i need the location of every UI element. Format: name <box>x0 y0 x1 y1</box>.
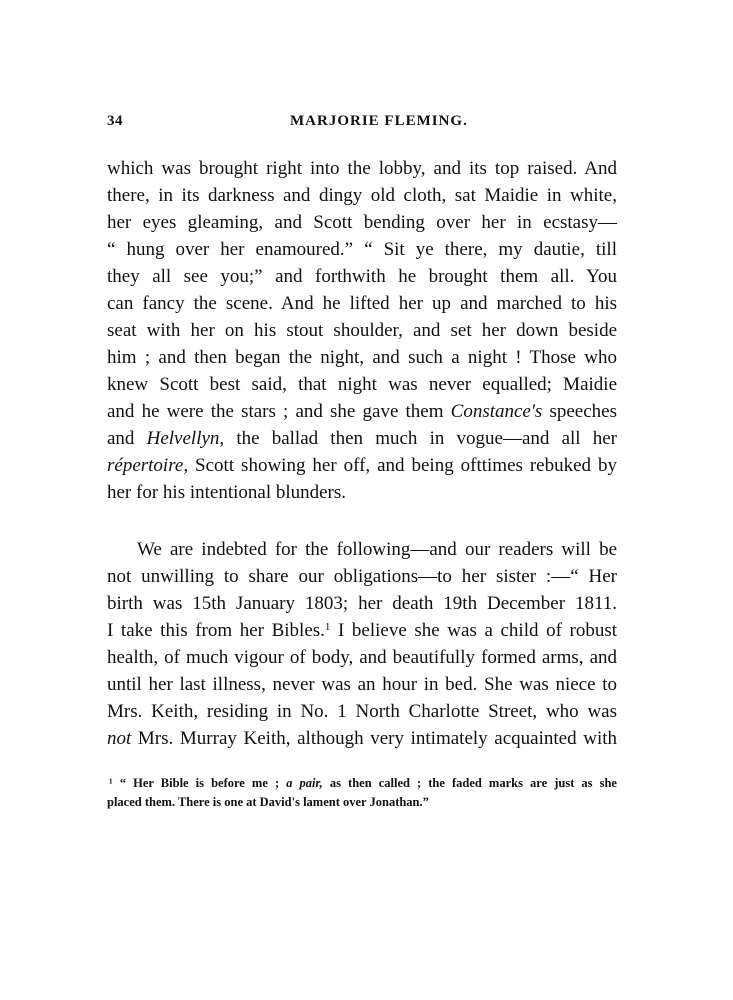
text-line: “ hung over her enamoured.” “ Sit ye there, my dautie, till <box>107 239 617 260</box>
text-line: not unwilling to share our obligations—to her sister :—“ Her <box>107 566 617 587</box>
text-line: can fancy the scene. And he lifted her up and marched to his <box>107 293 617 314</box>
text-line: health, of much vigour of body, and beautifully formed arms, and <box>107 647 617 668</box>
text-run: the ballad then much in vogue—and all her <box>224 428 617 449</box>
text-line: there, in its darkness and dingy old cloth, sat Maidie in white, <box>107 185 617 206</box>
italic-title: Constance's <box>450 401 543 422</box>
italic-word: not <box>107 728 132 749</box>
page-number: 34 <box>107 113 123 129</box>
text-line: Mrs. Keith, residing in No. 1 North Charlotte Street, who was <box>107 701 617 722</box>
text-run: as then called ; the faded marks are just as she <box>322 776 617 790</box>
text-line <box>107 727 617 751</box>
text-line: knew Scott best said, that night was never equalled; Maidie <box>107 374 617 395</box>
text-run: Scott showing her off, and being ofttimes rebuked by <box>188 455 617 476</box>
italic-word: a pair, <box>286 776 323 790</box>
page-header <box>107 113 617 139</box>
running-title: MARJORIE FLEMING. <box>290 113 468 129</box>
text-line: until her last illness, never was an hour in bed. She was niece to <box>107 674 617 695</box>
italic-title: Helvellyn, <box>146 428 225 449</box>
text-line <box>107 454 617 478</box>
text-line: him ; and then began the night, and such a night ! Those who <box>107 347 617 368</box>
text-line: her for his intentional blunders. <box>107 482 347 503</box>
text-line: which was brought right into the lobby, and its top raised. And <box>107 158 617 179</box>
footnote-line <box>107 774 617 792</box>
text-run: I believe she was a child of robust <box>330 620 617 641</box>
text-line: they all see you;” and forthwith he brought them all. You <box>107 266 617 287</box>
text-run: and he were the stars ; and she gave them <box>107 401 451 422</box>
text-run: speeches <box>542 401 617 422</box>
text-run: and <box>107 428 147 449</box>
footnote-line: placed them. There is one at David's lament over Jonathan.” <box>107 795 429 809</box>
text-line <box>107 400 617 424</box>
text-line: birth was 15th January 1803; her death 19th December 1811. <box>107 593 617 614</box>
text-line: seat with her on his stout shoulder, and set her down beside <box>107 320 617 341</box>
footnote-marker: 1 <box>324 621 331 633</box>
text-line: We are indebted for the following—and our readers will be <box>137 539 617 560</box>
text-run: I take this from her Bibles. <box>107 620 325 641</box>
text-line: her eyes gleaming, and Scott bending over her in ecstasy— <box>107 212 617 233</box>
text-run: ¹ “ Her Bible is before me ; <box>109 776 287 790</box>
italic-word: répertoire, <box>107 455 189 476</box>
text-line <box>107 427 617 451</box>
text-line <box>107 619 617 643</box>
text-run: Mrs. Murray Keith, although very intimately acquainted with <box>131 728 617 749</box>
